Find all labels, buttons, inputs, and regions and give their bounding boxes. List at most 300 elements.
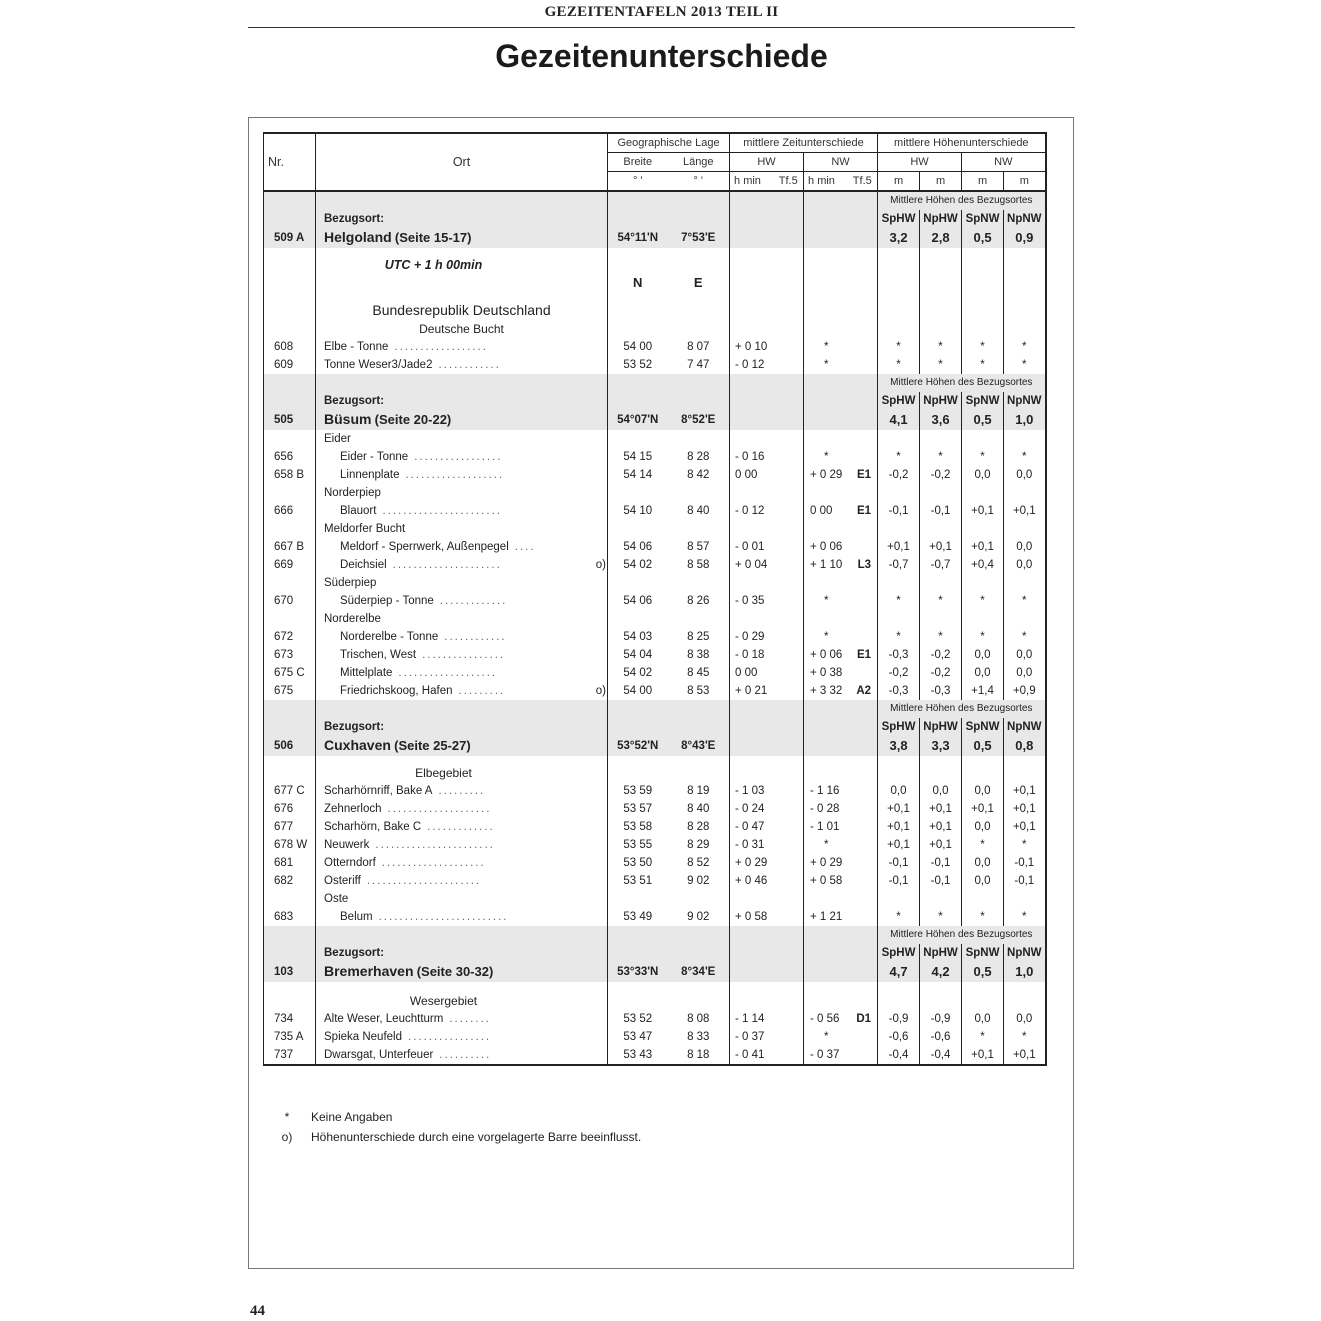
table-cell xyxy=(608,292,668,300)
hw-time-diff: + 0 10 xyxy=(730,338,804,356)
table-cell xyxy=(264,756,316,764)
height-diff: 0,0 xyxy=(962,1010,1004,1028)
height-diff: * xyxy=(1004,908,1046,926)
table-cell xyxy=(878,430,920,448)
station-row xyxy=(264,818,1046,836)
table-cell xyxy=(878,320,920,338)
mean-heights-label: Mittlere Höhen des Bezugsortes xyxy=(878,191,1046,210)
mean-height-value: 3,6 xyxy=(920,410,962,430)
table-cell xyxy=(608,890,668,908)
table-cell xyxy=(774,890,804,908)
nw-time-diff: + 0 06 xyxy=(810,649,843,661)
spacer-row xyxy=(264,756,1046,764)
table-cell xyxy=(804,410,848,430)
station-name: Belum xyxy=(340,911,373,923)
table-cell xyxy=(264,992,316,1010)
table-cell xyxy=(668,764,730,782)
table-cell xyxy=(774,430,804,448)
table-cell xyxy=(608,574,668,592)
height-diff: * xyxy=(1004,448,1046,466)
station-row xyxy=(264,338,1046,356)
legend-item xyxy=(263,1130,641,1144)
nw-time-diff: + 3 32 xyxy=(810,685,843,697)
station-name: Norderelbe - Tonne xyxy=(340,631,439,643)
height-diff: -0,4 xyxy=(878,1046,920,1065)
latitude: 54 00 xyxy=(623,341,653,353)
mean-heights-label: Mittlere Höhen des Bezugsortes xyxy=(878,926,1046,944)
table-cell xyxy=(774,574,804,592)
height-type-label: SpNW xyxy=(962,210,1004,228)
table-cell xyxy=(1004,256,1046,274)
header-geo: Geographische Lage xyxy=(608,133,730,153)
height-diff: +0,1 xyxy=(920,800,962,818)
group-heading-row xyxy=(264,574,1046,592)
table-cell xyxy=(264,574,316,592)
hw-time-diff: + 0 46 xyxy=(730,872,804,890)
nw-time-diff-cell xyxy=(804,502,878,520)
nw-time-diff-cell xyxy=(804,1028,878,1046)
table-cell xyxy=(264,248,316,256)
table-cell xyxy=(878,256,920,274)
table-cell xyxy=(264,700,316,718)
station-name: Osteriff xyxy=(324,875,361,887)
header-hmin: h min xyxy=(730,172,774,192)
header-deg: ° ' xyxy=(608,172,668,192)
table-cell xyxy=(774,982,804,992)
table-cell xyxy=(730,944,774,962)
height-diff: 0,0 xyxy=(1004,466,1046,484)
latitude: 53 57 xyxy=(623,803,653,815)
table-cell xyxy=(878,274,920,292)
table-cell xyxy=(804,300,848,320)
dot-leader: ............ xyxy=(438,359,501,371)
height-diff: +0,9 xyxy=(1004,682,1046,700)
station-number: 682 xyxy=(264,872,316,890)
tide-factor: L3 xyxy=(857,559,872,571)
dot-leader: ..................... xyxy=(392,559,502,571)
nw-time-diff-cell xyxy=(804,646,878,664)
table-cell xyxy=(774,256,804,274)
table-cell xyxy=(730,256,774,274)
table-cell xyxy=(774,300,804,320)
spacer-row xyxy=(264,248,1046,256)
dot-leader: ................. xyxy=(414,451,503,463)
table-cell xyxy=(608,944,668,962)
mean-heights-label: Mittlere Höhen des Bezugsortes xyxy=(878,700,1046,718)
latitude: 54 06 xyxy=(623,595,653,607)
height-diff: +0,1 xyxy=(878,836,920,854)
dot-leader: .... xyxy=(514,541,536,553)
legend-item xyxy=(263,1110,392,1124)
group-heading: Süderpiep xyxy=(316,574,608,592)
mean-height-value: 2,8 xyxy=(920,228,962,248)
table-cell xyxy=(1004,274,1046,292)
mean-height-value: 1,0 xyxy=(1004,410,1046,430)
table-cell xyxy=(848,392,878,410)
reference-pages: (Seite 30-32) xyxy=(416,964,494,979)
height-diff: +0,1 xyxy=(920,836,962,854)
nw-time-diff-cell xyxy=(804,1046,878,1065)
table-cell xyxy=(1004,484,1046,502)
nw-time-diff-cell xyxy=(804,664,878,682)
station-name-cell xyxy=(316,646,608,664)
group-heading-row xyxy=(264,430,1046,448)
table-cell xyxy=(774,944,804,962)
station-name: Meldorf - Sperrwerk, Außenpegel xyxy=(340,541,509,553)
longitude: 9 02 xyxy=(668,908,730,926)
station-row xyxy=(264,854,1046,872)
dot-leader: ....................... xyxy=(382,505,502,517)
table-cell xyxy=(668,392,730,410)
station-number: 658 B xyxy=(264,466,316,484)
table-cell xyxy=(774,610,804,628)
height-diff: +0,1 xyxy=(878,800,920,818)
height-diff: * xyxy=(920,356,962,374)
table-cell xyxy=(962,300,1004,320)
station-number: 609 xyxy=(264,356,316,374)
height-diff: -0,7 xyxy=(878,556,920,574)
table-cell xyxy=(774,374,804,392)
dot-leader: ......... xyxy=(438,785,486,797)
height-diff: -0,1 xyxy=(920,502,962,520)
table-cell xyxy=(848,764,878,782)
height-diff: 0,0 xyxy=(962,782,1004,800)
nw-time-diff-cell xyxy=(804,556,878,574)
longitude: 8 19 xyxy=(668,782,730,800)
table-cell xyxy=(668,756,730,764)
longitude: 8 40 xyxy=(668,800,730,818)
height-diff: 0,0 xyxy=(962,818,1004,836)
table-cell xyxy=(920,764,962,782)
table-cell xyxy=(804,191,848,210)
longitude: 8 25 xyxy=(668,628,730,646)
table-cell xyxy=(668,430,730,448)
station-row xyxy=(264,800,1046,818)
station-name-cell xyxy=(316,872,608,890)
height-diff: +0,1 xyxy=(962,502,1004,520)
table-cell xyxy=(774,274,804,292)
table-cell xyxy=(962,890,1004,908)
station-number: 666 xyxy=(264,502,316,520)
height-type-label: SpHW xyxy=(878,718,920,736)
station-name-cell xyxy=(316,502,608,520)
tide-factor: D1 xyxy=(856,1013,872,1025)
latitude: 54°11'N xyxy=(608,228,668,248)
hw-time-diff: - 0 35 xyxy=(730,592,804,610)
table-cell xyxy=(774,962,804,982)
reference-row xyxy=(264,410,1046,430)
table-cell xyxy=(962,764,1004,782)
height-type-label: NpHW xyxy=(920,210,962,228)
station-name-cell xyxy=(316,800,608,818)
table-cell xyxy=(774,926,804,944)
nw-time-diff-cell xyxy=(804,836,878,854)
table-cell xyxy=(1004,992,1046,1010)
table-cell xyxy=(920,274,962,292)
reference-pages: (Seite 15-17) xyxy=(394,230,472,245)
table-cell xyxy=(804,292,848,300)
header-tf: Tf.5 xyxy=(848,172,878,192)
table-cell xyxy=(730,410,774,430)
nw-time-diff: - 1 16 xyxy=(810,785,840,797)
hw-time-diff: - 1 14 xyxy=(730,1010,804,1028)
nw-time-diff-cell xyxy=(804,800,878,818)
table-cell xyxy=(730,700,774,718)
table-cell xyxy=(668,718,730,736)
height-diff: 0,0 xyxy=(962,664,1004,682)
station-row xyxy=(264,664,1046,682)
table-cell xyxy=(1004,300,1046,320)
station-row xyxy=(264,628,1046,646)
height-diff: -0,7 xyxy=(920,556,962,574)
table-cell xyxy=(730,520,774,538)
station-name: Trischen, West xyxy=(340,649,417,661)
mean-height-value: 0,5 xyxy=(962,736,1004,756)
nw-time-diff: - 0 56 xyxy=(810,1013,840,1025)
table-cell xyxy=(730,392,774,410)
height-diff: -0,3 xyxy=(878,682,920,700)
table-cell xyxy=(878,484,920,502)
table-cell xyxy=(774,410,804,430)
nw-time-diff-cell xyxy=(804,466,878,484)
height-diff: * xyxy=(1004,338,1046,356)
area-heading-row xyxy=(264,992,1046,1010)
header-ort: Ort xyxy=(316,133,608,191)
table-cell xyxy=(608,756,668,764)
running-head: GEZEITENTAFELN 2013 TEIL II xyxy=(544,4,779,20)
spacer-row xyxy=(264,292,1046,300)
hw-time-diff: - 0 37 xyxy=(730,1028,804,1046)
nw-time-diff: * xyxy=(824,341,829,353)
utc-row xyxy=(264,256,1046,274)
area-heading: Elbegebiet xyxy=(316,764,608,782)
hw-time-diff: + 0 04 xyxy=(730,556,804,574)
table-cell xyxy=(1004,610,1046,628)
reference-row xyxy=(264,228,1046,248)
table-cell xyxy=(920,756,962,764)
header-hoehe: mittlere Höhenunterschiede xyxy=(878,133,1046,153)
table-cell xyxy=(878,610,920,628)
station-row xyxy=(264,1010,1046,1028)
table-cell xyxy=(608,374,668,392)
table-cell xyxy=(804,210,848,228)
tide-factor: A2 xyxy=(856,685,872,697)
height-diff: -0,1 xyxy=(1004,854,1046,872)
table-cell xyxy=(774,248,804,256)
table-cell xyxy=(804,392,848,410)
height-diff: * xyxy=(878,628,920,646)
table-cell xyxy=(608,210,668,228)
station-name: Spieka Neufeld xyxy=(324,1031,402,1043)
dot-leader: ................ xyxy=(408,1031,492,1043)
table-cell xyxy=(730,430,774,448)
table-cell xyxy=(730,374,774,392)
table-cell xyxy=(668,520,730,538)
nw-time-diff: * xyxy=(824,631,829,643)
table-cell xyxy=(962,610,1004,628)
reference-station-name: Bremerhaven xyxy=(324,963,414,979)
table-cell xyxy=(774,736,804,756)
utc-offset: UTC + 1 h 00min xyxy=(316,256,608,274)
reference-row xyxy=(264,926,1046,944)
latitude: 53 55 xyxy=(623,839,653,851)
dot-leader: ...................... xyxy=(366,875,482,887)
table-cell xyxy=(804,944,848,962)
mean-height-value: 0,9 xyxy=(1004,228,1046,248)
mean-height-value: 3,3 xyxy=(920,736,962,756)
height-diff: +0,1 xyxy=(1004,800,1046,818)
table-cell xyxy=(848,718,878,736)
height-diff: * xyxy=(1004,1028,1046,1046)
height-diff: -0,4 xyxy=(920,1046,962,1065)
station-number: 667 B xyxy=(264,538,316,556)
reference-station xyxy=(316,228,608,248)
header-breite: Breite xyxy=(608,153,668,172)
longitude: 8°52'E xyxy=(668,410,730,430)
height-diff: +0,1 xyxy=(1004,502,1046,520)
dot-leader: .................. xyxy=(394,341,488,353)
latitude: 54°07'N xyxy=(608,410,668,430)
station-name-cell xyxy=(316,448,608,466)
table-cell xyxy=(920,320,962,338)
table-cell xyxy=(730,228,774,248)
station-name: Süderpiep - Tonne xyxy=(340,595,434,607)
nw-time-diff: + 0 29 xyxy=(810,469,843,481)
table-cell xyxy=(730,756,774,764)
station-row xyxy=(264,872,1046,890)
table-cell xyxy=(730,300,774,320)
latitude: 53°33'N xyxy=(608,962,668,982)
table-cell xyxy=(264,392,316,410)
table-cell xyxy=(962,320,1004,338)
hw-time-diff: - 0 18 xyxy=(730,646,804,664)
reference-station-name: Cuxhaven xyxy=(324,737,391,753)
station-number: 683 xyxy=(264,908,316,926)
reference-station xyxy=(316,736,608,756)
dot-leader: ............. xyxy=(427,821,495,833)
station-number: 681 xyxy=(264,854,316,872)
height-diff: +0,1 xyxy=(878,538,920,556)
table-cell xyxy=(608,392,668,410)
dot-leader: ....................... xyxy=(375,839,495,851)
table-cell xyxy=(774,191,804,210)
station-name: Scharhörn, Bake C xyxy=(324,821,422,833)
height-diff: * xyxy=(920,338,962,356)
nw-time-diff-cell xyxy=(804,818,878,836)
latitude: 53 43 xyxy=(608,1046,668,1065)
station-name: Blauort xyxy=(340,505,377,517)
table-cell xyxy=(668,292,730,300)
table-cell xyxy=(608,430,668,448)
nw-time-diff-cell xyxy=(804,1010,878,1028)
height-diff: 0,0 xyxy=(1004,646,1046,664)
nw-time-diff: - 0 28 xyxy=(810,803,840,815)
table-cell xyxy=(1004,890,1046,908)
height-diff: * xyxy=(962,628,1004,646)
reference-row xyxy=(264,191,1046,210)
table-cell xyxy=(608,256,668,274)
north-label: N xyxy=(633,275,643,290)
station-number: 677 C xyxy=(264,782,316,800)
station-name-cell xyxy=(316,466,608,484)
table-cell xyxy=(804,274,848,292)
hw-time-diff: + 0 58 xyxy=(730,908,804,926)
station-name-cell xyxy=(316,682,608,700)
height-type-label: NpNW xyxy=(1004,718,1046,736)
nw-time-diff: + 0 29 xyxy=(810,857,843,869)
table-cell xyxy=(316,700,608,718)
table-cell xyxy=(920,292,962,300)
nw-time-diff-cell xyxy=(804,592,878,610)
table-cell xyxy=(848,191,878,210)
table-cell xyxy=(316,982,608,992)
latitude: 54 15 xyxy=(623,451,653,463)
mean-height-value: 3,8 xyxy=(878,736,920,756)
table-cell xyxy=(608,926,668,944)
table-cell xyxy=(962,756,1004,764)
table-cell xyxy=(920,610,962,628)
station-row xyxy=(264,466,1046,484)
longitude: 8 45 xyxy=(668,664,730,682)
height-type-label: SpHW xyxy=(878,392,920,410)
station-name-cell xyxy=(316,1046,608,1065)
latitude: 54 06 xyxy=(623,541,653,553)
table-cell xyxy=(316,756,608,764)
latitude: 53 49 xyxy=(623,911,653,923)
table-cell xyxy=(608,248,668,256)
mean-heights-label: Mittlere Höhen des Bezugsortes xyxy=(878,374,1046,392)
height-type-label: NpHW xyxy=(920,944,962,962)
table-cell xyxy=(1004,430,1046,448)
station-name-cell xyxy=(316,664,608,682)
height-diff: * xyxy=(962,338,1004,356)
height-type-label: SpHW xyxy=(878,210,920,228)
station-name: Mittelplate xyxy=(340,667,393,679)
header-deg: ° ' xyxy=(668,172,730,192)
height-diff: -0,1 xyxy=(878,872,920,890)
mean-height-value: 4,2 xyxy=(920,962,962,982)
nw-time-diff: * xyxy=(824,359,829,371)
table-cell xyxy=(264,191,316,210)
table-cell xyxy=(1004,292,1046,300)
reference-label: Bezugsort: xyxy=(316,718,608,736)
height-diff: -0,3 xyxy=(878,646,920,664)
table-cell xyxy=(730,764,774,782)
nw-time-diff: 0 00 xyxy=(810,505,833,517)
latitude: 54 14 xyxy=(623,469,653,481)
station-name-cell xyxy=(316,818,608,836)
tide-factor: E1 xyxy=(856,505,872,517)
header-rule xyxy=(248,27,1075,28)
table-cell xyxy=(878,574,920,592)
table-cell xyxy=(774,764,804,782)
table-cell xyxy=(848,962,878,982)
table-cell xyxy=(848,274,878,292)
station-row xyxy=(264,502,1046,520)
table-cell xyxy=(730,736,774,756)
table-cell xyxy=(920,574,962,592)
table-cell xyxy=(668,610,730,628)
table-cell xyxy=(774,292,804,300)
station-name-cell xyxy=(316,1028,608,1046)
height-type-label: NpNW xyxy=(1004,210,1046,228)
country-heading-row xyxy=(264,300,1046,320)
table-cell xyxy=(316,191,608,210)
longitude: 8 28 xyxy=(668,448,730,466)
table-cell xyxy=(774,484,804,502)
station-row xyxy=(264,782,1046,800)
table-cell xyxy=(264,944,316,962)
